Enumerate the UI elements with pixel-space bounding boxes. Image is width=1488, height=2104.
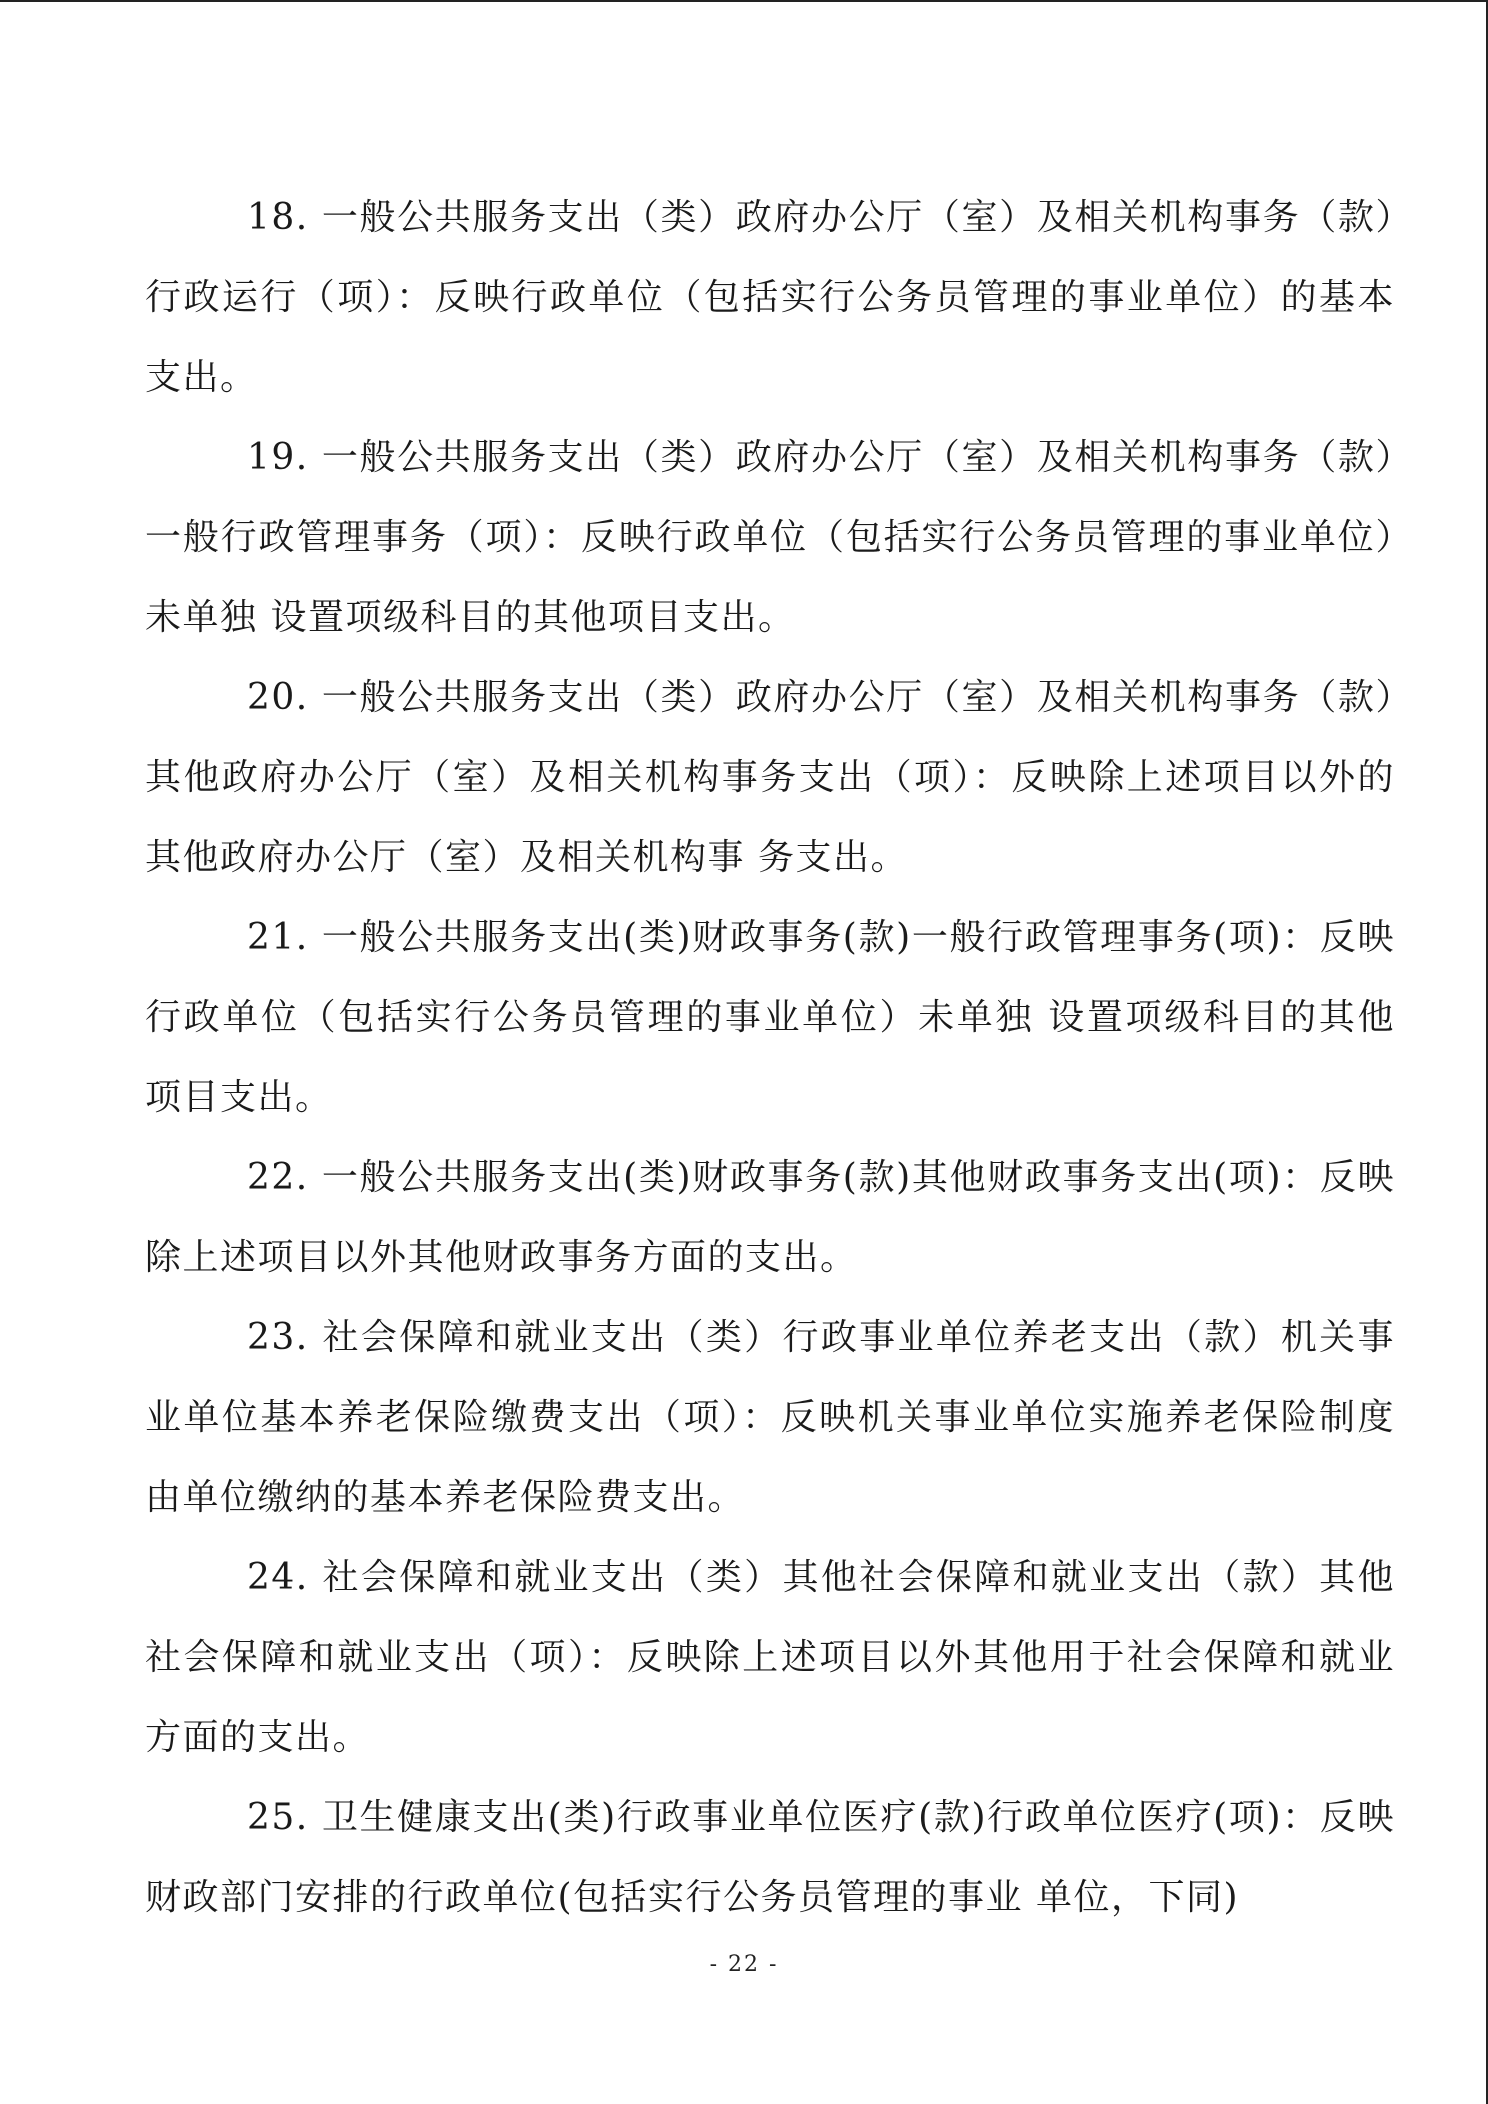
paragraph-18: 18. 一般公共服务支出（类）政府办公厅（室）及相关机构事务（款）行政运行（项）：反映行政单位（包括实行公务员管理的事业单位）的基本 支出。: [145, 197, 1395, 398]
paragraph-22: 22. 一般公共服务支出(类)财政事务(款)其他财政事务支出(项)：反映除上述项目以外其他财政事务方面的支出。: [145, 1157, 1395, 1278]
paragraph-20: 20. 一般公共服务支出（类）政府办公厅（室）及相关机构事务（款）其他政府办公厅（室）及相关机构事务支出（项）：反映除上述项目以外的其他政府办公厅（室）及相关机构事 务支出。: [145, 677, 1395, 878]
paragraph-21: 21. 一般公共服务支出(类)财政事务(款)一般行政管理事务(项)：反映行政单位（包括实行公务员管理的事业单位）未单独 设置项级科目的其他项目支出。: [145, 917, 1395, 1118]
paragraph-19: 19. 一般公共服务支出（类）政府办公厅（室）及相关机构事务（款）一般行政管理事务（项）：反映行政单位（包括实行公务员管理的事业单位）未单独 设置项级科目的其他项目支出。: [145, 437, 1395, 638]
paragraph-23: 23. 社会保障和就业支出（类）行政事业单位养老支出（款）机关事业单位基本养老保险缴费支出（项）：反映机关事业单位实施养老保险制度由单位缴纳的基本养老保险费支出。: [145, 1317, 1395, 1518]
page-number: - 22 -: [709, 1952, 779, 1977]
paragraph-25: 25. 卫生健康支出(类)行政事业单位医疗(款)行政单位医疗(项)：反映财政部门安排的行政单位(包括实行公务员管理的事业 单位，下同): [145, 1797, 1395, 1918]
paragraph-24: 24. 社会保障和就业支出（类）其他社会保障和就业支出（款）其他社会保障和就业支出（项）：反映除上述项目以外其他用于社会保障和就业方面的支出。: [145, 1557, 1395, 1758]
page-top-border: [0, 0, 1488, 2]
document-body: [145, 178, 1395, 1938]
